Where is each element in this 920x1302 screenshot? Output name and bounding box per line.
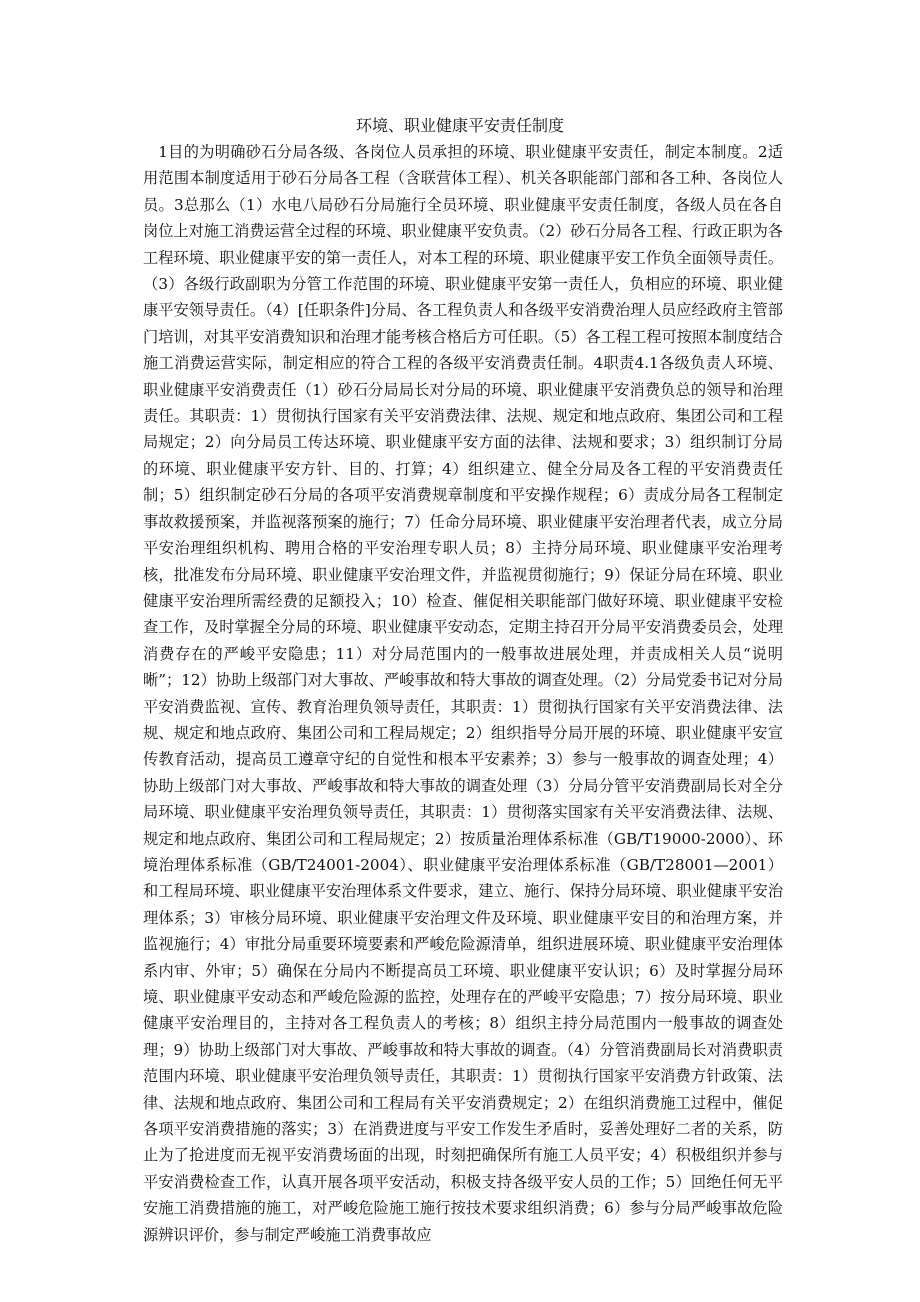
- document-body-text: 1目的为明确砂石分局各级、各岗位人员承担的环境、职业健康平安责任，制定本制度。2适用范围本制度适用于砂石分局各工程（含联营体工程）、机关各职能部门部和各工种、各岗位人员。3总那么（1）水电八局砂石分局施行全员环境、职业健康平安责任制度，各级人员在各自岗位上对施工消费运营全过程的环境、职业健康平安负责。（2）砂石分局各工程、行政正职为各工程环境、职业健康平安的第一责任人，对本工程的环境、职业健康平安工作负全面领导责任。（3）各级行政副职为分管工作范围的环境、职业健康平安第一责任人，负相应的环境、职业健康平安领导责任。（4）[任职条件]分局、各工程负责人和各级平安消费治理人员应经政府主管部门培训，对其平安消费知识和治理才能考核合格后方可任职。（5）各工程工程可按照本制度结合施工消费运营实际，制定相应的符合工程的各级平安消费责任制。4职责4.1各级负责人环境、职业健康平安消费责任（1）砂石分局局长对分局的环境、职业健康平安消费负总的领导和治理责任。其职责：1）贯彻执行国家有关平安消费法律、法规、规定和地点政府、集团公司和工程局规定；2）向分局员工传达环境、职业健康平安方面的法律、法规和要求；3）组织制订分局的环境、职业健康平安方针、目的、打算；4）组织建立、健全分局及各工程的平安消费责任制；5）组织制定砂石分局的各项平安消费规章制度和平安操作规程；6）责成分局各工程制定事故救援预案，并监视落预案的施行；7）任命分局环境、职业健康平安治理者代表，成立分局平安治理组织机构、聘用合格的平安治理专职人员；8）主持分局环境、职业健康平安治理考核，批准发布分局环境、职业健康平安治理文件，并监视贯彻施行；9）保证分局在环境、职业健康平安治理所需经费的足额投入；10）检查、催促相关职能部门做好环境、职业健康平安检查工作，及时掌握全分局的环境、职业健康平安动态，定期主持召开分局平安消费委员会，处理消费存在的严峻平安隐患；11）对分局范围内的一般事故进展处理，并责成相关人员“说明晰”；12）协助上级部门对大事故、严峻事故和特大事故的调查处理。（2）分局党委书记对分局平安消费监视、宣传、教育治理负领导责任，其职责：1）贯彻执行国家有关平安消费法律、法规、规定和地点政府、集团公司和工程局规定；2）组织指导分局开展的环境、职业健康平安宣传教育活动，提高员工遵章守纪的自觉性和根本平安素养；3）参与一般事故的调查处理；4）协助上级部门对大事故、严峻事故和特大事故的调查处理（3）分局分管平安消费副局长对全分局环境、职业健康平安治理负领导责任，其职责：1）贯彻落实国家有关平安消费法律、法规、规定和地点政府、集团公司和工程局规定；2）按质量治理体系标准（GB/T19000-2000）、环境治理体系标准（GB/T24001-2004）、职业健康平安治理体系标准（GB/T28001—2001）和工程局环境、职业健康平安治理体系文件要求，建立、施行、保持分局环境、职业健康平安治理体系；3）审核分局环境、职业健康平安治理文件及环境、职业健康平安目的和治理方案，并监视施行；4）审批分局重要环境要素和严峻危险源清单，组织进展环境、职业健康平安治理体系内审、外审；5）确保在分局内不断提高员工环境、职业健康平安认识；6）及时掌握分局环境、职业健康平安动态和严峻危险源的监控，处理存在的严峻平安隐患；7）按分局环境、职业健康平安治理目的，主持对各工程负责人的考核；8）组织主持分局范围内一般事故的调查处理；9）协助上级部门对大事故、严峻事故和特大事故的调查。（4）分管消费副局长对消费职责范围内环境、职业健康平安治理负领导责任，其职责：1）贯彻执行国家平安消费方针政策、法律、法规和地点政府、集团公司和工程局有关平安消费规定；2）在组织消费施工过程中，催促各项平安消费措施的落实；3）在消费进度与平安工作发生矛盾时，妥善处理好二者的关系，防止为了抢进度而无视平安消费场面的出现，时刻把确保所有施工人员平安；4）积极组织并参与平安消费检查工作，认真开展各项平安活动，积极支持各级平安人员的工作；5）回绝任何无平安施工消费措施的施工，对严峻危险施工施行按技术要求组织消费；6）参与分局严峻事故危险源辨识评价，参与制定严峻施工消费事故应: [143, 143, 783, 1244]
- document-title: 环境、职业健康平安责任制度: [355, 116, 564, 135]
